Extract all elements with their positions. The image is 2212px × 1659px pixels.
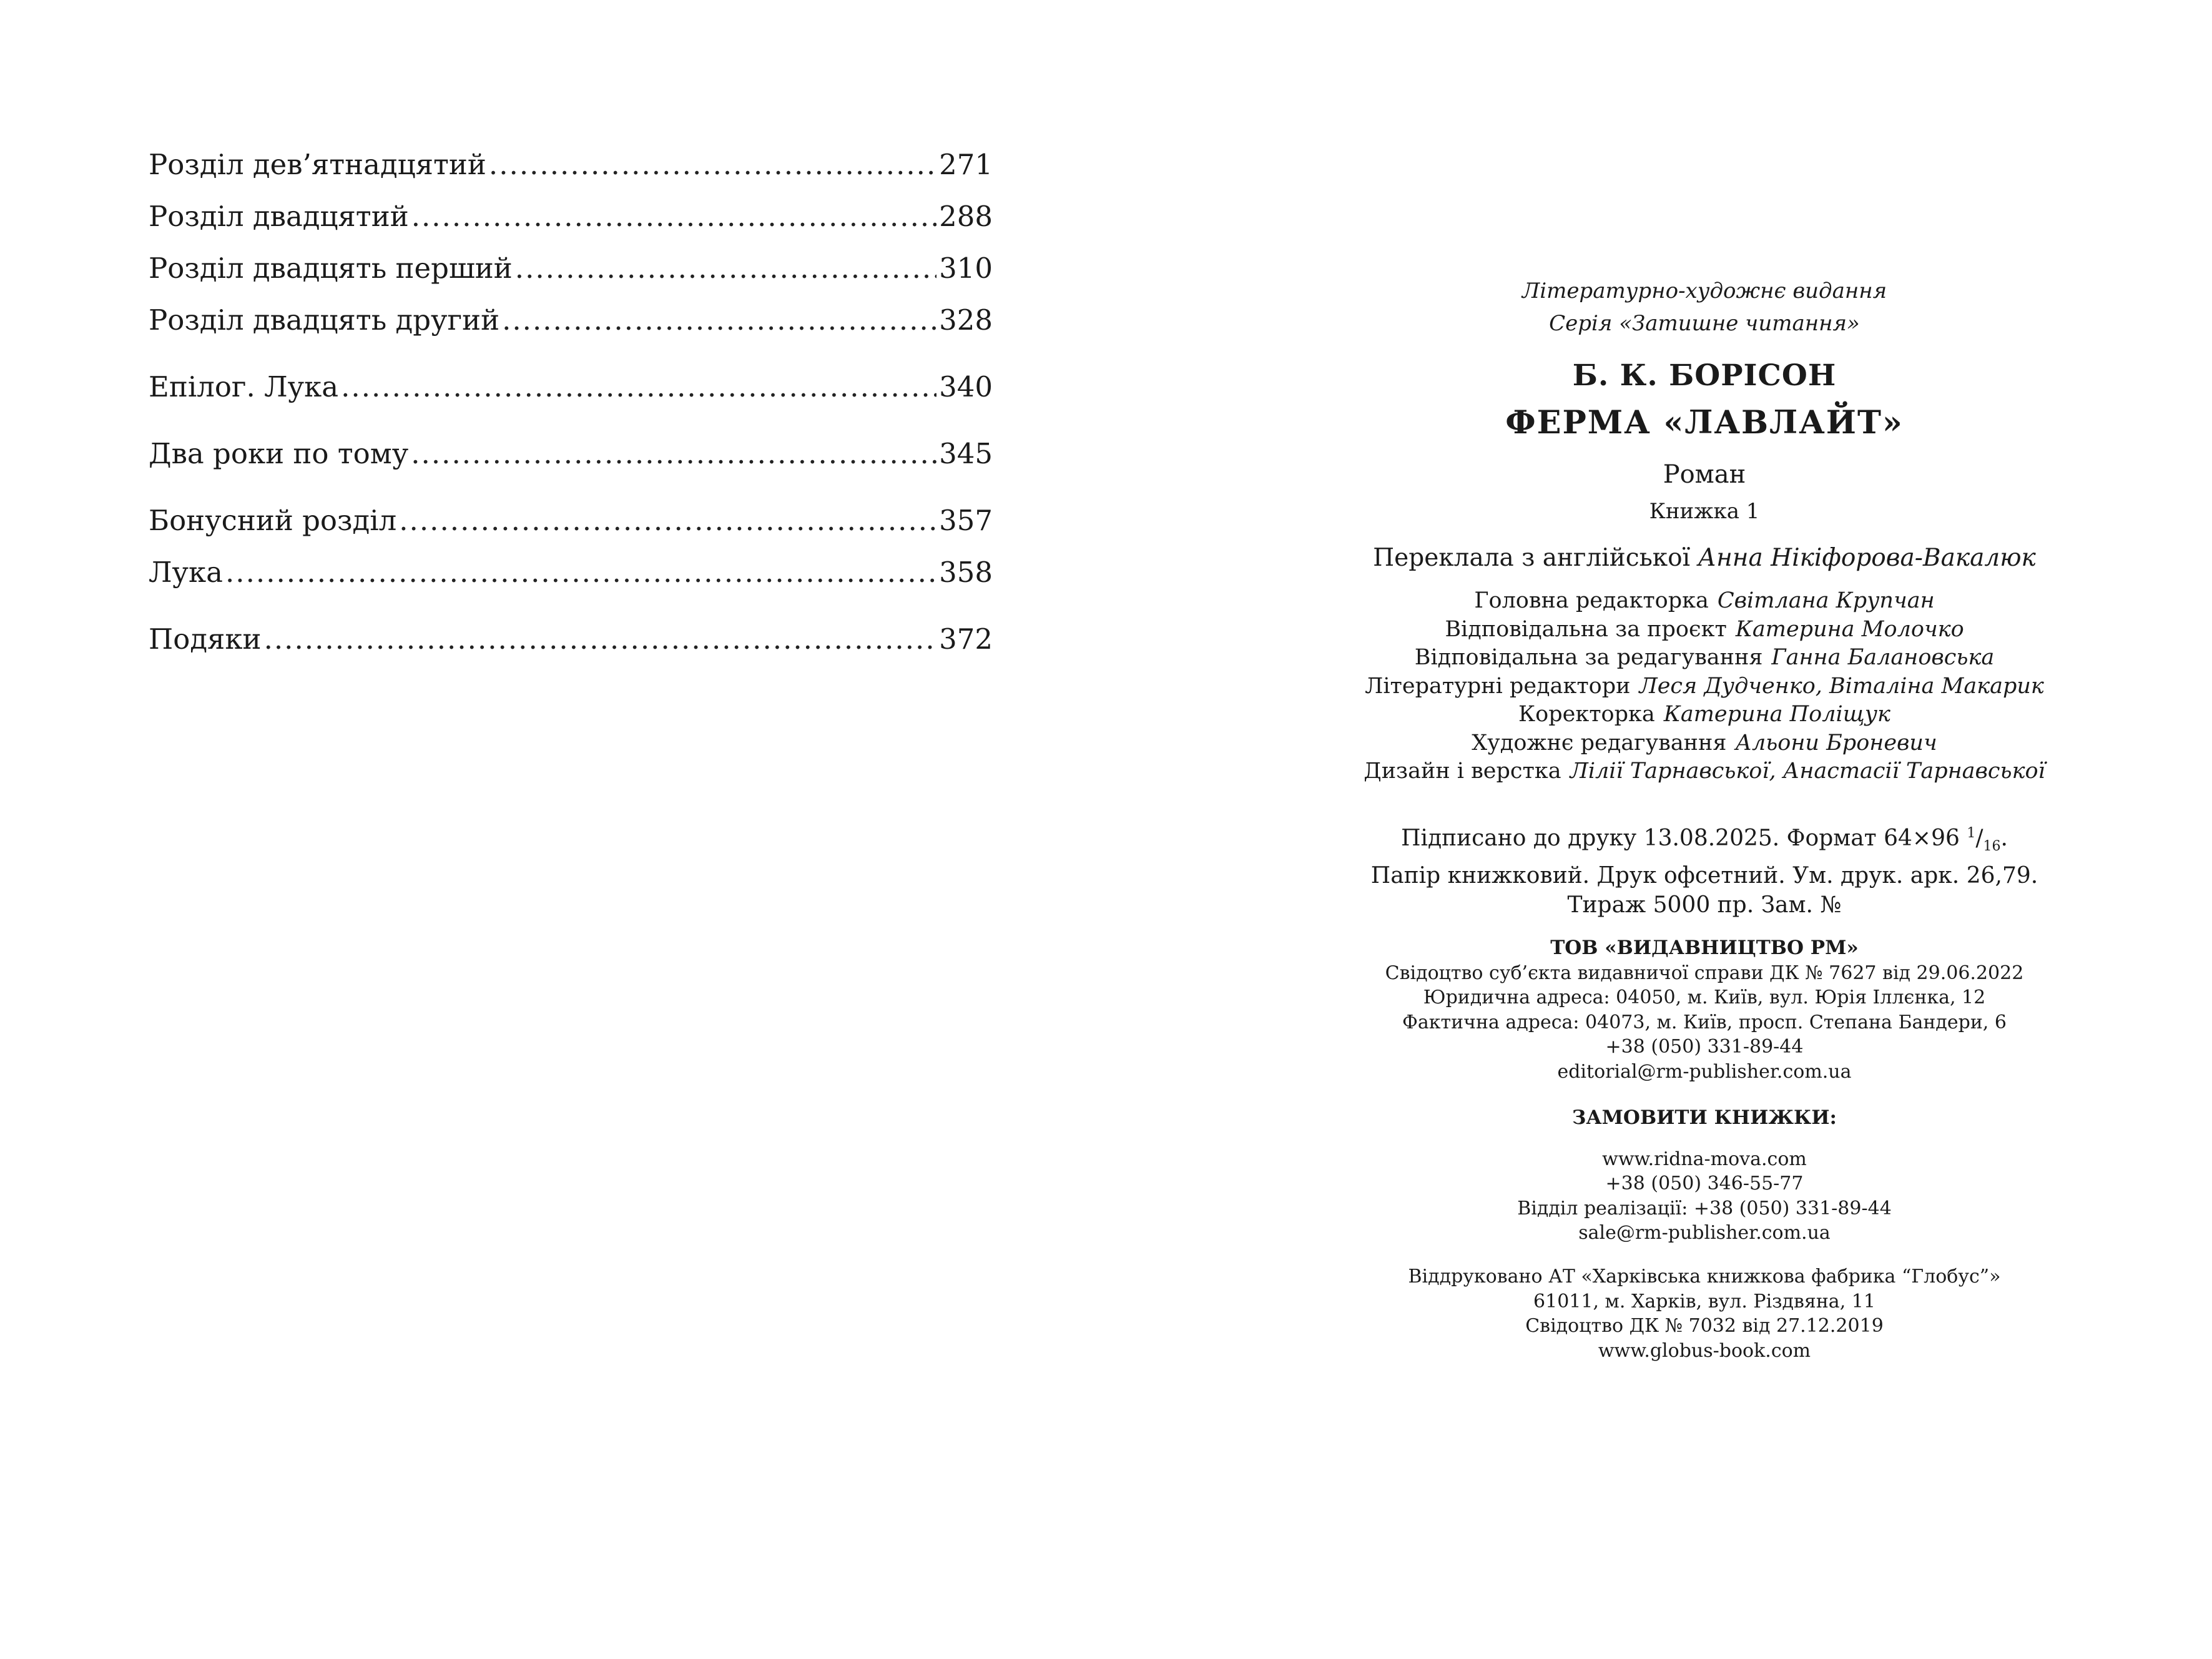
toc-entry-title: Розділ двадцять перший [149, 252, 513, 285]
orders-heading: ЗАМОВИТИ КНИЖКИ: [1572, 1106, 1837, 1129]
orders-info [1299, 1147, 2110, 1246]
toc-entry-title: Епілог. Лука [149, 370, 339, 403]
orders-website: www.ridna-mova.com [1602, 1148, 1807, 1170]
publisher-email: editorial@rm-publisher.com.ua [1557, 1061, 1852, 1083]
credit-role: Головна редакторка [1474, 588, 1709, 613]
credit-line [1299, 729, 2110, 758]
toc-entry [149, 242, 993, 294]
credit-line [1299, 616, 2110, 644]
credit-role: Відповідальна за редагування [1414, 645, 1763, 670]
toc-dot-leader [411, 190, 936, 242]
printer-name: Віддруковано АТ «Харківська книжкова фабрика “Глобус”» [1408, 1266, 2001, 1288]
format-denominator: 16 [1983, 838, 2001, 854]
print-paper-line: Папір книжковий. Друк офсетний. Ум. друк. арк. 26,79. [1370, 862, 2038, 889]
table-of-contents [149, 139, 993, 665]
book-kind: Роман [1663, 460, 1746, 489]
toc-entry [149, 190, 993, 242]
toc-dot-leader [341, 361, 936, 413]
printer-website: www.globus-book.com [1598, 1339, 1811, 1362]
credit-name: Ганна Балановська [1771, 645, 1995, 670]
toc-dot-leader [515, 242, 936, 294]
credit-role: Коректорка [1518, 702, 1655, 727]
toc-entry-title: Два роки по тому [149, 437, 409, 470]
toc-entry-page: 345 [939, 437, 993, 470]
toc-entry-page: 358 [939, 556, 993, 589]
toc-entry-page: 328 [939, 303, 993, 337]
book-volume: Книжка 1 [1649, 499, 1760, 524]
publisher-info [1299, 935, 2110, 1085]
credit-role: Дизайн і верстка [1364, 759, 1561, 784]
toc-entry-title: Розділ дев’ятнадцятий [149, 148, 486, 181]
toc-entry-page: 357 [939, 504, 993, 537]
credit-line [1299, 757, 2110, 786]
toc-dot-leader [411, 428, 936, 480]
toc-dot-leader [225, 546, 936, 598]
publisher-certificate: Свідоцтво суб’єкта видавничої справи ДК № 7627 від 29.06.2022 [1385, 962, 2024, 984]
toc-entry-page: 288 [939, 200, 993, 233]
credit-line [1299, 644, 2110, 672]
credit-name: Катерина Поліщук [1663, 702, 1890, 727]
toc-entry-title: Бонусний розділ [149, 504, 397, 537]
credit-name: Світлана Крупчан [1717, 588, 1935, 613]
toc-entry-title: Розділ двадцять другий [149, 303, 500, 337]
imprint-page [1299, 275, 2110, 1363]
toc-entry [149, 294, 993, 346]
toc-entry-page: 310 [939, 252, 993, 285]
credit-name: Лілії Тарнавської, Анастасії Тарнавської [1570, 759, 2045, 784]
publisher-actual-address: Фактична адреса: 04073, м. Київ, просп. Степана Бандери, 6 [1402, 1011, 2007, 1033]
publisher-name: ТОВ «ВИДАВНИЦТВО РМ» [1550, 936, 1859, 959]
printer-certificate: Свідоцтво ДК № 7032 від 27.12.2019 [1525, 1315, 1884, 1337]
toc-entry [149, 361, 993, 413]
toc-dot-leader [264, 613, 937, 665]
orders-email: sale@rm-publisher.com.ua [1578, 1222, 1831, 1244]
print-info [1299, 819, 2110, 920]
translator-label: Переклала з англійської [1373, 544, 1691, 572]
series-line: Серія «Затишне читання» [1549, 311, 1860, 336]
credit-name: Леся Дудченко, Віталіна Макарик [1639, 673, 2044, 699]
credit-role: Літературні редактори [1365, 673, 1631, 699]
toc-entry [149, 428, 993, 480]
credit-line [1299, 701, 2110, 729]
printer-address: 61011, м. Харків, вул. Різдвяна, 11 [1533, 1290, 1875, 1312]
toc-dot-leader [399, 495, 936, 546]
orders-phone: +38 (050) 346-55-77 [1605, 1173, 1804, 1195]
credit-name: Катерина Молочко [1735, 616, 1964, 642]
translator-name: Анна Нікіфорова-Вакалюк [1698, 544, 2036, 572]
author-name: Б. К. БОРІСОН [1572, 358, 1837, 393]
toc-entry-page: 340 [939, 370, 993, 403]
print-signed-line: Підписано до друку 13.08.2025. Формат 64×96 $^1/_{16}$. [1401, 825, 2008, 854]
toc-entry [149, 613, 993, 665]
print-signed-end: . [2000, 825, 2008, 851]
toc-entry-title: Лука [149, 556, 223, 589]
credit-line [1299, 672, 2110, 701]
print-run-line: Тираж 5000 пр. Зам. № [1567, 892, 1842, 918]
translator-line [1299, 541, 2110, 576]
publisher-phone: +38 (050) 331-89-44 [1605, 1036, 1804, 1058]
credit-role: Відповідальна за проєкт [1445, 616, 1727, 642]
print-signed-text: Підписано до друку 13.08.2025. Формат 64×96 [1401, 825, 1960, 851]
credit-name: Альони Броневич [1735, 730, 1937, 756]
toc-entry [149, 546, 993, 598]
book-title: ФЕРМА «ЛАВЛАЙТ» [1505, 404, 1904, 441]
toc-entry [149, 139, 993, 190]
credit-line [1299, 587, 2110, 616]
publisher-legal-address: Юридична адреса: 04050, м. Київ, вул. Юрія Іллєнка, 12 [1423, 987, 1986, 1009]
toc-entry-title: Розділ двадцятий [149, 200, 409, 233]
toc-dot-leader [489, 139, 936, 190]
toc-dot-leader [502, 294, 936, 346]
toc-entry-page: 372 [939, 623, 993, 656]
orders-sales: Відділ реалізації: +38 (050) 331-89-44 [1517, 1197, 1892, 1219]
genre-line: Літературно-художнє видання [1521, 278, 1887, 303]
credit-role: Художнє редагування [1472, 730, 1727, 756]
toc-entry [149, 495, 993, 546]
toc-entry-page: 271 [939, 148, 993, 181]
credits-list [1299, 587, 2110, 786]
format-numerator: 1 [1967, 825, 1976, 841]
toc-entry-title: Подяки [149, 623, 262, 656]
printer-info [1299, 1264, 2110, 1363]
